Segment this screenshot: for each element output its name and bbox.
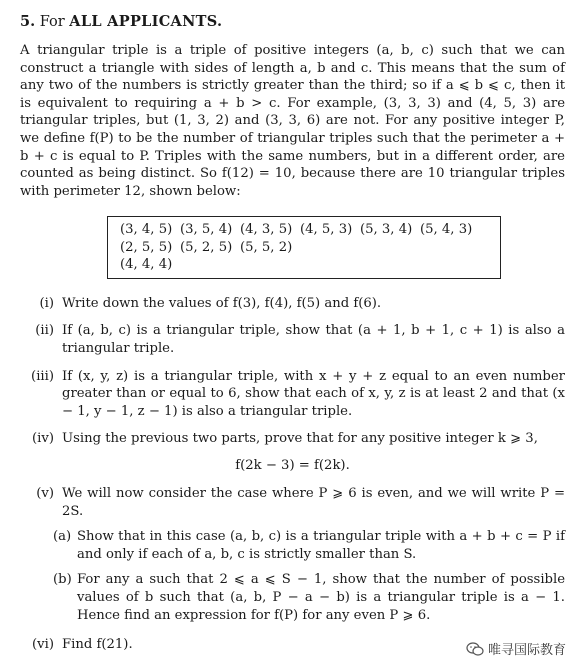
- part-text: If (x, y, z) is a triangular triple, with x + y + z equal to an even number greater than or equal to 6, show that each of x, y, z is at least 2 and that (x − 1, y − 1, z − 1) is also a triangular triple.: [62, 368, 565, 419]
- question-page: [20, 12, 565, 664]
- triple: (5, 5, 2): [240, 239, 293, 255]
- part-v: [20, 485, 565, 520]
- triple: (4, 3, 5): [240, 222, 293, 238]
- subpart-a: [53, 528, 565, 563]
- triple: (4, 5, 3): [300, 222, 353, 238]
- question-parts: [20, 295, 565, 654]
- triple: (5, 2, 5): [180, 239, 233, 255]
- part-label: (ii): [35, 323, 54, 339]
- watermark-text: 唯寻国际教育: [487, 643, 566, 658]
- triple: (5, 3, 4): [360, 222, 413, 238]
- part-label: (iii): [31, 368, 54, 384]
- part-text: Using the previous two parts, prove that for any positive integer k ⩾ 3,: [62, 431, 538, 447]
- part-label: (vi): [32, 637, 54, 653]
- part-i: [20, 295, 565, 313]
- heading-audience: ALL APPLICANTS.: [69, 13, 223, 30]
- part-text: Find f(21).: [62, 637, 133, 653]
- part-label: (v): [36, 486, 54, 501]
- triple: (3, 5, 4): [180, 222, 233, 238]
- part-ii: [20, 322, 565, 357]
- wechat-icon: [466, 642, 484, 656]
- part-text: If (a, b, c) is a triangular triple, show that (a + 1, b + 1, c + 1) is also a triangular triple.: [62, 323, 565, 357]
- display-equation: f(2k − 3) = f(2k).: [235, 458, 350, 473]
- triple: (2, 5, 5): [120, 239, 173, 255]
- part-label: (iv): [32, 431, 54, 447]
- heading-prefix: For: [39, 14, 65, 30]
- triple: (4, 4, 4): [120, 257, 173, 273]
- part-text: Write down the values of f(3), f(4), f(5) and f(6).: [62, 295, 382, 311]
- part-text: We will now consider the case where P ⩾ 6 is even, and we will write P = 2S.: [62, 486, 565, 519]
- subpart-label: (a): [53, 529, 72, 545]
- triples-box: [107, 216, 501, 279]
- subpart-text: Show that in this case (a, b, c) is a triangular triple with a + b + c = P if and only if each of a, b, c is strictly smaller than S.: [77, 529, 565, 562]
- question-number: 5.: [20, 13, 36, 30]
- part-iv: [20, 430, 565, 448]
- part-label: (i): [39, 295, 54, 311]
- question-heading: [20, 12, 565, 32]
- triple: (3, 4, 5): [120, 222, 173, 238]
- subpart-b: [53, 571, 565, 624]
- subpart-text: For any a such that 2 ⩽ a ⩽ S − 1, show that the number of possible values of b such that (a, b, P − a − b) is a triangular triple is a − 1. Hence find an expression for f(P) for any even P ⩾ 6.: [77, 572, 565, 623]
- triples-row-3: [120, 256, 488, 274]
- subpart-label: (b): [53, 572, 72, 588]
- triple: (5, 4, 3): [420, 222, 473, 238]
- triples-row-2: [120, 239, 488, 257]
- intro-paragraph: A triangular triple is a triple of positive integers (a, b, c) such that we can construct a triangle with sides of length a, b and c. This means that the sum of any two of the numbers is strictly greater than the third; so if a ⩽ b ⩽ c, then it is equivalent to requiring a + b > c. For example, (3, 3, 3) and (4, 5, 3) are triangular triples, but (1, 3, 2) and (3, 3, 6) are not. For any positive integer P, we define f(P) to be the number of triangular triples such that the perimeter a + b + c is equal to P. Triples with the same numbers, but in a different order, are counted as being distinct. So f(12) = 10, because there are 10 triangular triples with perimeter 12, shown below:: [20, 43, 565, 199]
- watermark: [466, 639, 566, 658]
- triples-row-1: [120, 221, 488, 239]
- part-iii: [20, 368, 565, 421]
